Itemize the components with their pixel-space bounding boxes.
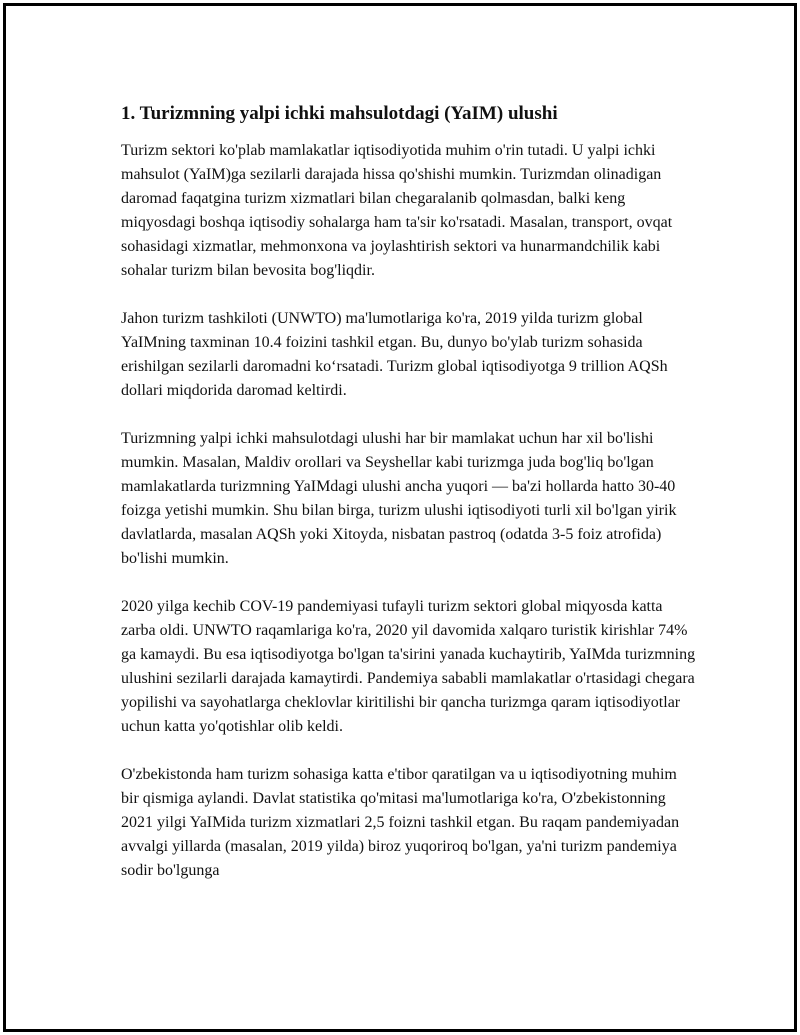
paragraph-tourism-sector: Turizm sektori ko'plab mamlakatlar iqtisodiyotida muhim o'rin tutadi. U yalpi ichki mahsulot (YaIM)ga sezilarli darajada hissa qo'shishi mumkin. Turizmdan olinadigan daromad faqatgina turizm xizmatlari bilan chegaralanib qolmasdan, balki keng miqyosdagi boshqa iqtisodiy sohalarga ham ta'sir ko'rsatadi. Masalan, transport, ovqat sohasidagi xizmatlar, mehmonxona va joylashtirish sektori va hunarmandchilik kabi sohalar turizm bilan bevosita bog'liqdir.	[121, 142, 673, 279]
paragraph-country-share: Turizmning yalpi ichki mahsulotdagi ulushi har bir mamlakat uchun har xil bo'lishi mumkin. Masalan, Maldiv orollari va Seyshellar kabi turizmga juda bog'liq bo'lgan mamlakatlarda turizmning YaIMdagi ulushi ancha yuqori — ba'zi hollarda hatto 30-40 foizga yetishi mumkin. Shu bilan birga, turizm ulushi iqtisodiyoti turli xil bo'lgan yirik davlatlarda, masalan AQSh yoki Xitoyda, nisbatan pastroq (odatda 3-5 foiz atrofida) bo'lishi mumkin.	[121, 430, 677, 567]
paragraph-pandemic-impact: 2020 yilga kechib COV-19 pandemiyasi tufayli turizm sektori global miqyosda katta zarba oldi. UNWTO raqamlariga ko'ra, 2020 yil davomida xalqaro turistik kirishlar 74% ga kamaydi. Bu esa iqtisodiyotga bo'lgan ta'sirini yanada kuchaytirib, YaIMda turizmning ulushini sezilarli darajada kamaytirdi. Pandemiya sababli mamlakatlar o'rtasidagi chegara yopilishi va sayohatlarga cheklovlar kiritilishi bir qancha turizmga qaram iqtisodiyotlar uchun katta yo'qotishlar olib keldi.	[121, 598, 696, 735]
paragraph-unwto-2019: Jahon turizm tashkiloti (UNWTO) ma'lumotlariga ko'ra, 2019 yilda turizm global YaIMning taxminan 10.4 foizini tashkil etgan. Bu, dunyo bo'ylab turizm sohasida erishilgan sezilarli daromadni ko‘rsatadi. Turizm global iqtisodiyotga 9 trillion AQSh dollari miqdorida daromad keltirdi.	[121, 310, 668, 399]
document-body	[121, 102, 696, 907]
paragraph-uzbekistan: O'zbekistonda ham turizm sohasiga katta e'tibor qaratilgan va u iqtisodiyotning muhim bir qismiga aylandi. Davlat statistika qo'mitasi ma'lumotlariga ko'ra, O'zbekistonning 2021 yilgi YaIMida turizm xizmatlari 2,5 foizni tashkil etgan. Bu raqam pandemiyadan avvalgi yillarda (masalan, 2019 yilda) biroz yuqoriroq bo'lgan, ya'ni turizm pandemiya sodir bo'lgunga	[121, 766, 680, 879]
page-frame	[3, 3, 797, 1032]
section-heading: 1. Turizmning yalpi ichki mahsulotdagi (YaIM) ulushi	[121, 103, 558, 124]
